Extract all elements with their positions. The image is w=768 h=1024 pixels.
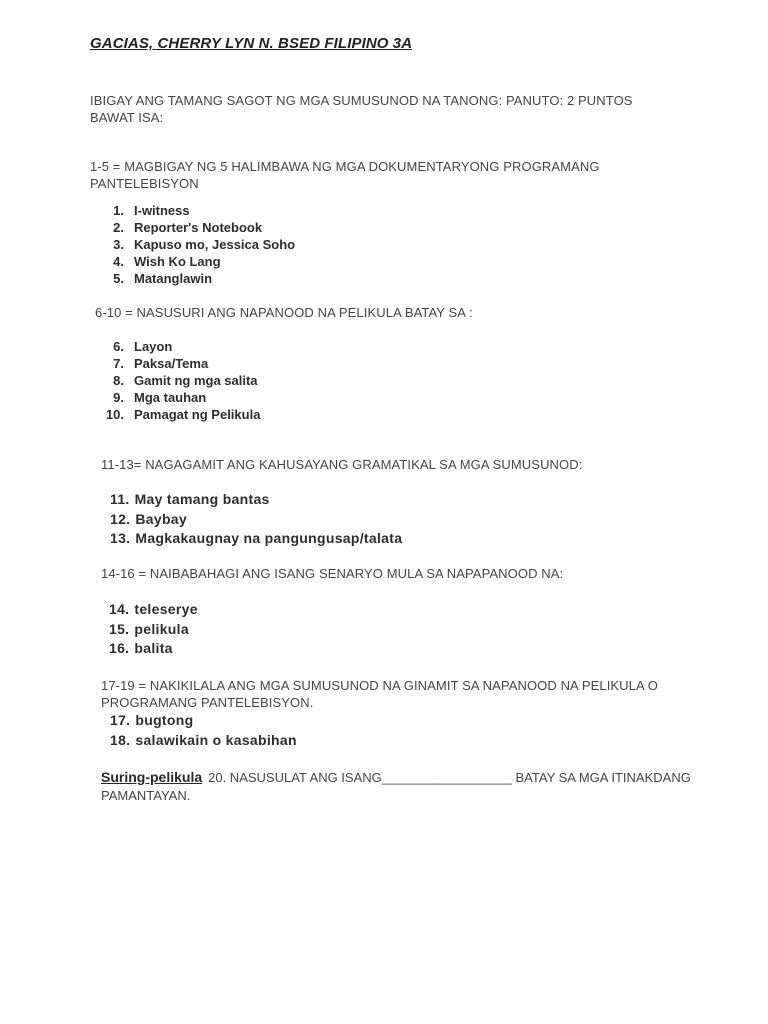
instructions-text: IBIGAY ANG TAMANG SAGOT NG MGA SUMUSUNOD NA TANONG: PANUTO: 2 PUNTOS BAWAT ISA: (90, 93, 633, 125)
list-item: 7. Paksa/Tema (113, 356, 209, 371)
list-item: 15. pelikula (109, 620, 189, 637)
list-item: 18. salawikain o kasabihan (110, 731, 297, 748)
list-item: 17. bugtong (110, 712, 194, 728)
section2-list (98, 338, 260, 423)
section1-prompt: 1-5 = MAGBIGAY NG 5 HALIMBAWA NG MGA DOKUMENTARYONG PROGRAMANG PANTELEBISYON (90, 159, 600, 191)
list-item: 9. Mga tauhan (113, 390, 207, 405)
list-item: 10. Pamagat ng Pelikula (105, 407, 261, 422)
section4-list (109, 600, 198, 659)
section5-list (110, 711, 297, 750)
section6-prompt: 20. NASUSULAT ANG ISANG__________________ BATAY SA MGA ITINAKDANG PAMANTAYAN. (101, 770, 691, 803)
section6-question (101, 768, 691, 805)
list-item: 8. Gamit ng mga salita (113, 373, 258, 388)
section2-prompt: 6-10 = NASUSURI ANG NAPANOOD NA PELIKULA BATAY SA : (95, 305, 473, 320)
answer-term: Suring-pelikula (101, 769, 203, 785)
section5-prompt: 17-19 = NAKIKILALA ANG MGA SUMUSUNOD NA GINAMIT SA NAPANOOD NA PELIKULA O PROGRAMANG PANTELEBISYON. (101, 678, 658, 710)
list-item: 16. balita (109, 640, 173, 656)
list-item: 14. teleserye (109, 601, 198, 617)
section3-prompt: 11-13= NAGAGAMIT ANG KAHUSAYANG GRAMATIKAL SA MGA SUMUSUNOD: (101, 457, 583, 472)
list-item: 6. Layon (113, 339, 173, 354)
section1-list (98, 202, 295, 287)
list-item: 4. Wish Ko Lang (113, 254, 221, 269)
list-item: 1. I-witness (113, 203, 190, 218)
student-name-header: GACIAS, CHERRY LYN N. BSED FILIPINO 3A (90, 35, 413, 52)
section3-list (110, 490, 402, 549)
list-item: 13. Magkakaugnay na pangungusap/talata (110, 530, 403, 546)
section4-prompt: 14-16 = NAIBABAHAGI ANG ISANG SENARYO MULA SA NAPAPANOOD NA: (101, 566, 564, 581)
list-item: 5. Matanglawin (113, 271, 213, 286)
list-item: 12. Baybay (110, 510, 187, 527)
list-item: 2. Reporter's Notebook (113, 220, 263, 235)
list-item: 3. Kapuso mo, Jessica Soho (113, 237, 296, 252)
list-item: 11. May tamang bantas (110, 491, 270, 507)
